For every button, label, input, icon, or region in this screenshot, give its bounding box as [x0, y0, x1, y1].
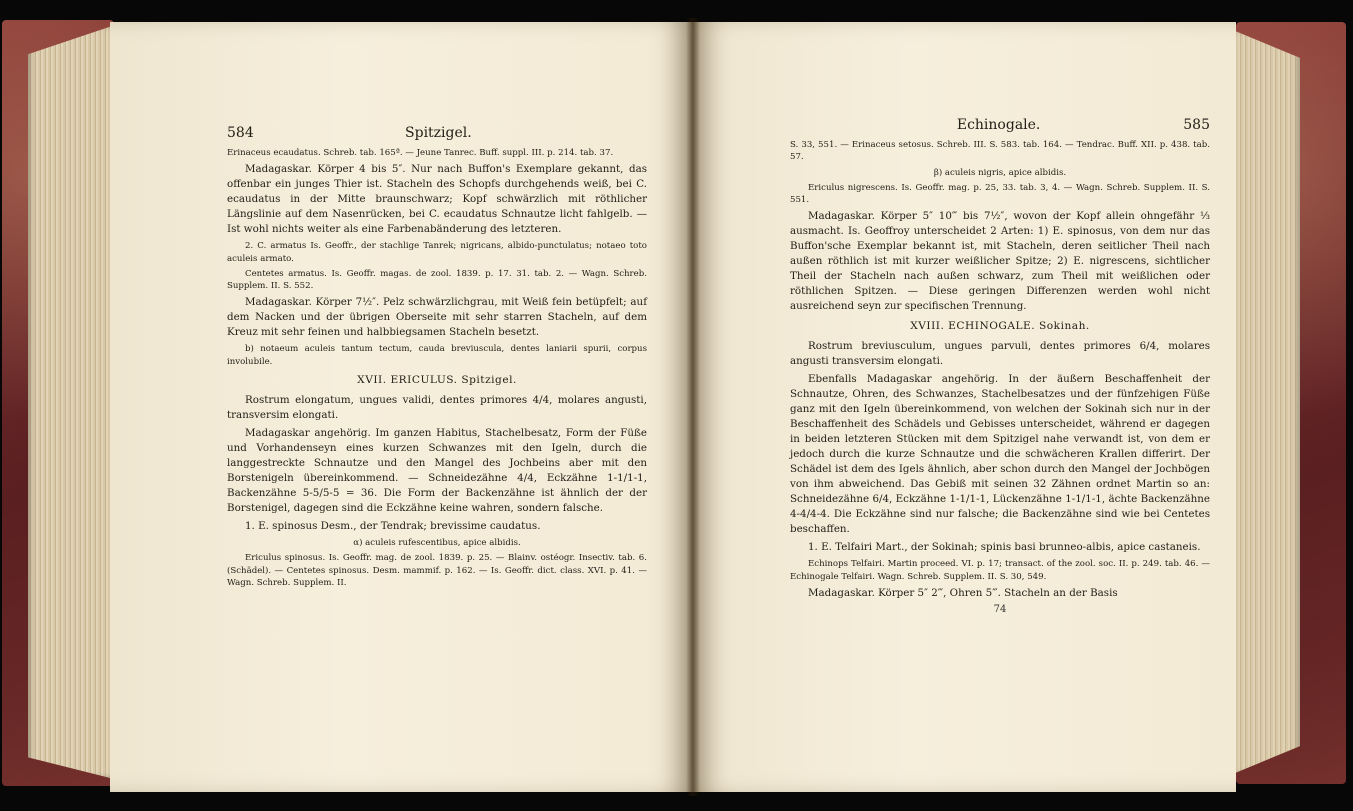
variety-beta: β) aculeis nigris, apice albidis.: [933, 167, 1067, 178]
left-page: [110, 22, 692, 792]
genus-heading-echinogale: XVIII. ECHINOGALE. Sokinah.: [910, 320, 1090, 333]
synonymy-erinaceus-setosus: S. 33, 551. — Erinaceus setosus. Schreb. III. S. 583. tab. 164. — Tendrac. Buff. XII. p. 438. tab. 57.: [790, 140, 1210, 163]
para-echinogale-description: Ebenfalls Madagaskar angehörig. In der äußern Beschaffenheit der Schnautze, Ohren, des Schwanzes, Stachelbesatzes und der fünfzehigen Füße ganz mit den Igeln übereinkommend, von welchen der Sokinah sich nur in der Beschaffenheit des Schädels und Gebisses unterscheidet, während er dagegen in beiden letzteren Stücken mit dem Spitzigel nahe verwandt ist, von dem er jedoch durch die kurze Schnautze und die schwächeren Krallen differirt. Der Schädel ist dem des Igels ähnlich, aber schon durch den Mangel der Jochbögen von ihm abweichend. Das Gebiß mit seinen 32 Zähnen ordnet Martin so an: Schneidezähne 6/4, Eckzähne 1-1/1-1, Lückenzähne 1-1/1-1, ächte Backenzähne 4-4/4-4. Die Eckzähne sind nur falsche; die Backenzähne sind wie bei Centetes beschaffen.: [790, 373, 1210, 536]
synonymy-ericulus-spinosus: Ericulus spinosus. Is. Geoffr. mag. de zool. 1839. p. 25. — Blainv. ostéogr. Insectiv. tab. 6. (Schädel). — Centetes spinosus. Desm. mammif. p. 162. — Is. Geoffr. dict. class. XVI. p. 41. — Wagn. Schreb. Supplem. II.: [227, 553, 647, 588]
book-gutter: [686, 18, 700, 796]
variety-alpha: α) aculeis rufescentibus, apice albidis.: [353, 538, 521, 549]
page-edges-right: [1228, 28, 1300, 776]
left-running-title: Spitzigel.: [405, 125, 472, 141]
left-running-head: [227, 126, 647, 141]
synonymy-echinops-telfairi: Echinops Telfairi. Martin proceed. VI. p. 17; transact. of the zool. soc. II. p. 249. tab. 46. — Echinogale Telfairi. Wagn. Schreb. Supplem. II. S. 30, 549.: [790, 559, 1210, 582]
para-madagaskar-koerper: Madagaskar. Körper 5″ 10‴ bis 7½″, wovon der Kopf allein ohngefähr ⅓ ausmacht. Is. Geoffroy unterscheidet 2 Arten: 1) E. spinosus, von dem nur das Buffon'sche Exemplar bekannt ist, mit Stacheln, deren seitlicher Theil nach außen röthlich ist mit kurzer weißlicher Spitze; 2) E. nigrescens, sichtlicher Theil der Stacheln nach außen schwarz, zum Theil mit weißlichen oder röthlichen Spitzen. — Diese geringen Differenzen werden wohl nicht ausreichend seyn zur specifischen Trennung.: [790, 210, 1210, 313]
species-e-spinosus: 1. E. spinosus Desm., der Tendrak; brevissime caudatus.: [245, 520, 541, 533]
page-edges-left: [28, 24, 118, 780]
left-page-content: [227, 126, 647, 592]
right-page-number: 585: [1183, 117, 1210, 133]
para-madagaskar-buffon: Madagaskar. Körper 4 bis 5″. Nur nach Buffon's Exemplare gekannt, das offenbar ein junges Thier ist. Stacheln des Schopfs durchgehends weiß, bei C. ecaudatus in der Mitte braunschwarz; Kopf schwärzlich mit röthlicher Längslinie auf dem Nasenrücken, bei C. ecaudatus Schnautze licht fahlgelb. — Ist wohl nichts weiter als eine Farbenabänderung des letzteren.: [227, 163, 647, 236]
para-madagaskar-pelz: Madagaskar. Körper 7½″. Pelz schwärzlichgrau, mit Weiß fein betüpfelt; auf dem Nacken und der übrigen Oberseite mit sehr starren Stacheln, auf dem Kreuz mit sehr feinen und halbbiegsamen Stacheln besetzt.: [227, 296, 647, 339]
right-page: [692, 22, 1236, 792]
diagnosis-ericulus: Rostrum elongatum, ungues validi, dentes primores 4/4, molares angusti, transversim elongati.: [227, 394, 647, 422]
diagnosis-echinogale: Rostrum breviusculum, ungues parvuli, dentes primores 6/4, molares angusti transversim elongati.: [790, 340, 1210, 368]
synonymy-ericulus-nigrescens: Ericulus nigrescens. Is. Geoffr. mag. p. 25, 33. tab. 3, 4. — Wagn. Schreb. Supplem. II. S. 551.: [790, 182, 1210, 206]
right-page-content: [790, 118, 1210, 617]
synonymy-jeune-tanrec: Erinaceus ecaudatus. Schreb. tab. 165ª. — Jeune Tanrec. Buff. suppl. III. p. 214. tab. 37.: [227, 148, 614, 158]
right-running-head: [790, 118, 1210, 133]
key-b-notaeum: b) notaeum aculeis tantum tectum, cauda breviuscula, dentes laniarii spurii, corpus involubile.: [227, 344, 647, 367]
printer-signature: 74: [993, 604, 1007, 616]
genus-heading-ericulus: XVII. ERICULUS. Spitzigel.: [357, 374, 517, 387]
species-c-armatus: 2. C. armatus Is. Geoffr., der stachlige Tanrek; nigricans, albido-punctulatus; notaeo toto aculeis armato.: [227, 241, 647, 264]
para-madagaskar-sokinah: Madagaskar. Körper 5″ 2‴, Ohren 5‴. Stacheln an der Basis: [808, 587, 1118, 600]
left-page-number: 584: [227, 125, 254, 141]
para-ericulus-description: Madagaskar angehörig. Im ganzen Habitus, Stachelbesatz, Form der Füße und Vorhandenseyn eines kurzen Schwanzes mit den Igeln, durch die langgestreckte Schnautze und den Mangel des Jochbeins aber mit den Borstenigeln übereinkommend. — Schneidezähne 4/4, Eckzähne 1-1/1-1, Backenzähne 5-5/5-5 = 36. Die Form der Backenzähne ist ähnlich der der Borstenigel, dagegen sind die Eckzähne keine wahren, sondern falsche.: [227, 427, 647, 515]
synonymy-centetes-armatus: Centetes armatus. Is. Geoffr. magas. de zool. 1839. p. 17. 31. tab. 2. — Wagn. Schreb. Supplem. II. S. 552.: [227, 268, 647, 292]
right-running-title: Echinogale.: [956, 117, 1041, 133]
species-e-telfairi: 1. E. Telfairi Mart., der Sokinah; spinis basi brunneo-albis, apice castaneis.: [808, 541, 1201, 554]
